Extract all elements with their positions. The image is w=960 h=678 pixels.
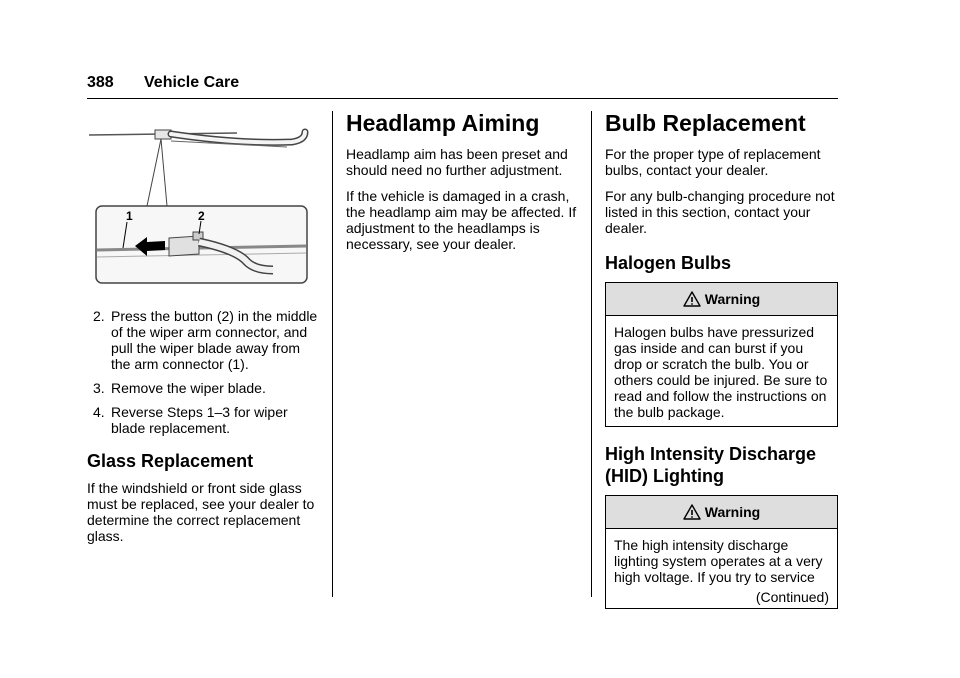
column-divider — [591, 111, 592, 597]
warning-icon — [683, 504, 701, 520]
headlamp-para-2: If the vehicle is damaged in a crash, the headlamp aim may be affected. If adjustment to the headlamps is necessary, see your dealer. — [346, 188, 577, 252]
halogen-bulbs-heading: Halogen Bulbs — [605, 253, 732, 273]
headlamp-aiming-heading: Headlamp Aiming — [346, 110, 540, 136]
callout-2: 2 — [198, 209, 205, 223]
column-left — [87, 110, 323, 554]
continued-label: (Continued) — [755, 589, 829, 605]
page-header — [87, 70, 838, 99]
callout-1: 1 — [126, 209, 133, 223]
wiper-steps — [87, 308, 323, 436]
list-item: 2. Press the button (2) in the middle of the wiper arm connector, and pull the wiper blade away from the arm connector (1). — [93, 308, 318, 372]
warning-header — [606, 283, 837, 316]
warning-body — [606, 529, 837, 608]
hid-lighting-heading: High Intensity Discharge (HID) Lighting — [605, 444, 817, 486]
warning-label: Warning — [704, 291, 761, 307]
column-divider — [332, 111, 333, 597]
warning-icon — [683, 291, 701, 307]
column-right — [605, 110, 838, 609]
list-item: 4. Reverse Steps 1–3 for wiper blade replacement. — [93, 404, 288, 436]
bulb-replacement-heading: Bulb Replacement — [605, 110, 806, 136]
glass-replacement-text: If the windshield or front side glass must be replaced, see your dealer to determine the correct replacement glass. — [87, 480, 315, 544]
wiper-blade-figure — [87, 110, 323, 290]
warning-label: Warning — [704, 504, 761, 520]
column-middle — [346, 110, 582, 262]
bulb-para-1: For the proper type of replacement bulbs, contact your dealer. — [605, 146, 821, 178]
halogen-warning-box — [605, 282, 838, 427]
section-title: Vehicle Care — [144, 74, 240, 91]
bulb-para-2: For any bulb-changing procedure not listed in this section, contact your dealer. — [605, 188, 835, 236]
hid-warning-box — [605, 495, 838, 609]
warning-text: The high intensity discharge lighting system operates at a very high voltage. If you try to service — [614, 537, 823, 585]
glass-replacement-heading: Glass Replacement — [87, 451, 254, 471]
warning-header — [606, 496, 837, 529]
wiper-illustration — [87, 110, 323, 290]
page-number: 388 — [87, 74, 114, 91]
warning-body — [606, 316, 837, 426]
warning-text: Halogen bulbs have pressurized gas inside and can burst if you drop or scratch the bulb. You or others could be injured. Be sure to read and follow the instructions on the bulb package. — [614, 324, 828, 420]
list-item: 3. Remove the wiper blade. — [93, 380, 266, 396]
headlamp-para-1: Headlamp aim has been preset and should need no further adjustment. — [346, 146, 568, 178]
